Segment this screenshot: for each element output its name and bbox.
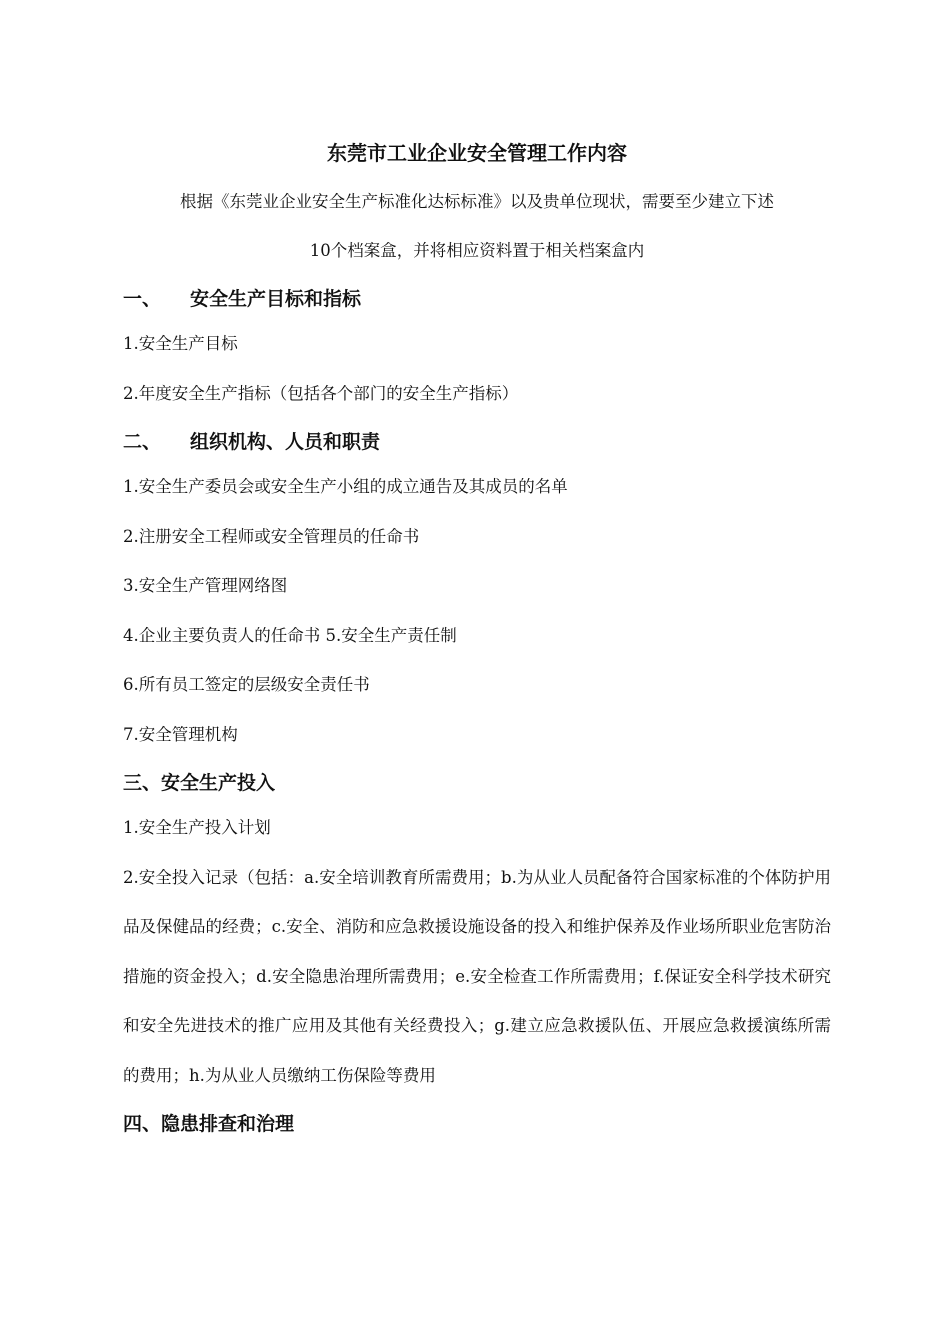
section-heading-2 xyxy=(123,427,831,457)
section-number: 二、 xyxy=(123,431,162,453)
section-heading-4 xyxy=(123,1109,831,1139)
intro-line-1: 根据《东莞业企业安全生产标准化达标标准》以及贵单位现状，需要至少建立下述 xyxy=(180,192,774,211)
list-paragraph: 2.安全投入记录（包括：a.安全培训教育所需费用；b.为从业人员配备符合国家标准的个体防护用品及保健品的经费；c.安全、消防和应急救援设施设备的投入和维护保养及作业场所职业危害防治措施的资金投入；d.安全隐患治理所需费用；e.安全检查工作所需费用；f.保证安全科学技术研究和安全先进技术的推广应用及其他有关经费投入；g.建立应急救援队伍、开展应急救援演练所需的费用；h.为从业人员缴纳工伤保险等费用 xyxy=(123,867,831,1085)
document-body xyxy=(123,138,831,1144)
section-heading-3 xyxy=(123,768,831,798)
list-item: 1.安全生产目标 xyxy=(123,334,238,353)
section-title: 安全生产投入 xyxy=(161,772,276,794)
section-title: 安全生产目标和指标 xyxy=(190,288,362,310)
section-title: 组织机构、人员和职责 xyxy=(190,431,381,453)
section-number: 三、 xyxy=(123,772,162,794)
list-item: 1.安全生产投入计划 xyxy=(123,818,271,837)
section-heading-1 xyxy=(123,284,831,314)
section-title: 隐患排查和治理 xyxy=(161,1113,295,1135)
list-item: 1.安全生产委员会或安全生产小组的成立通告及其成员的名单 xyxy=(123,477,568,496)
intro-line-2: 10个档案盒，并将相应资料置于相关档案盒内 xyxy=(309,241,645,260)
list-item: 3.安全生产管理网络图 xyxy=(123,576,288,595)
list-item: 7.安全管理机构 xyxy=(123,724,238,744)
section-number: 四、 xyxy=(123,1113,162,1135)
list-item: 2.年度安全生产指标（包括各个部门的安全生产指标） xyxy=(123,383,519,403)
section-number: 一、 xyxy=(123,288,162,310)
list-item: 6.所有员工签定的层级安全责任书 xyxy=(123,675,370,694)
list-item: 4.企业主要负责人的任命书 5.安全生产责任制 xyxy=(123,625,457,645)
document-title: 东莞市工业企业安全管理工作内容 xyxy=(327,141,627,165)
list-item: 2.注册安全工程师或安全管理员的任命书 xyxy=(123,526,420,546)
